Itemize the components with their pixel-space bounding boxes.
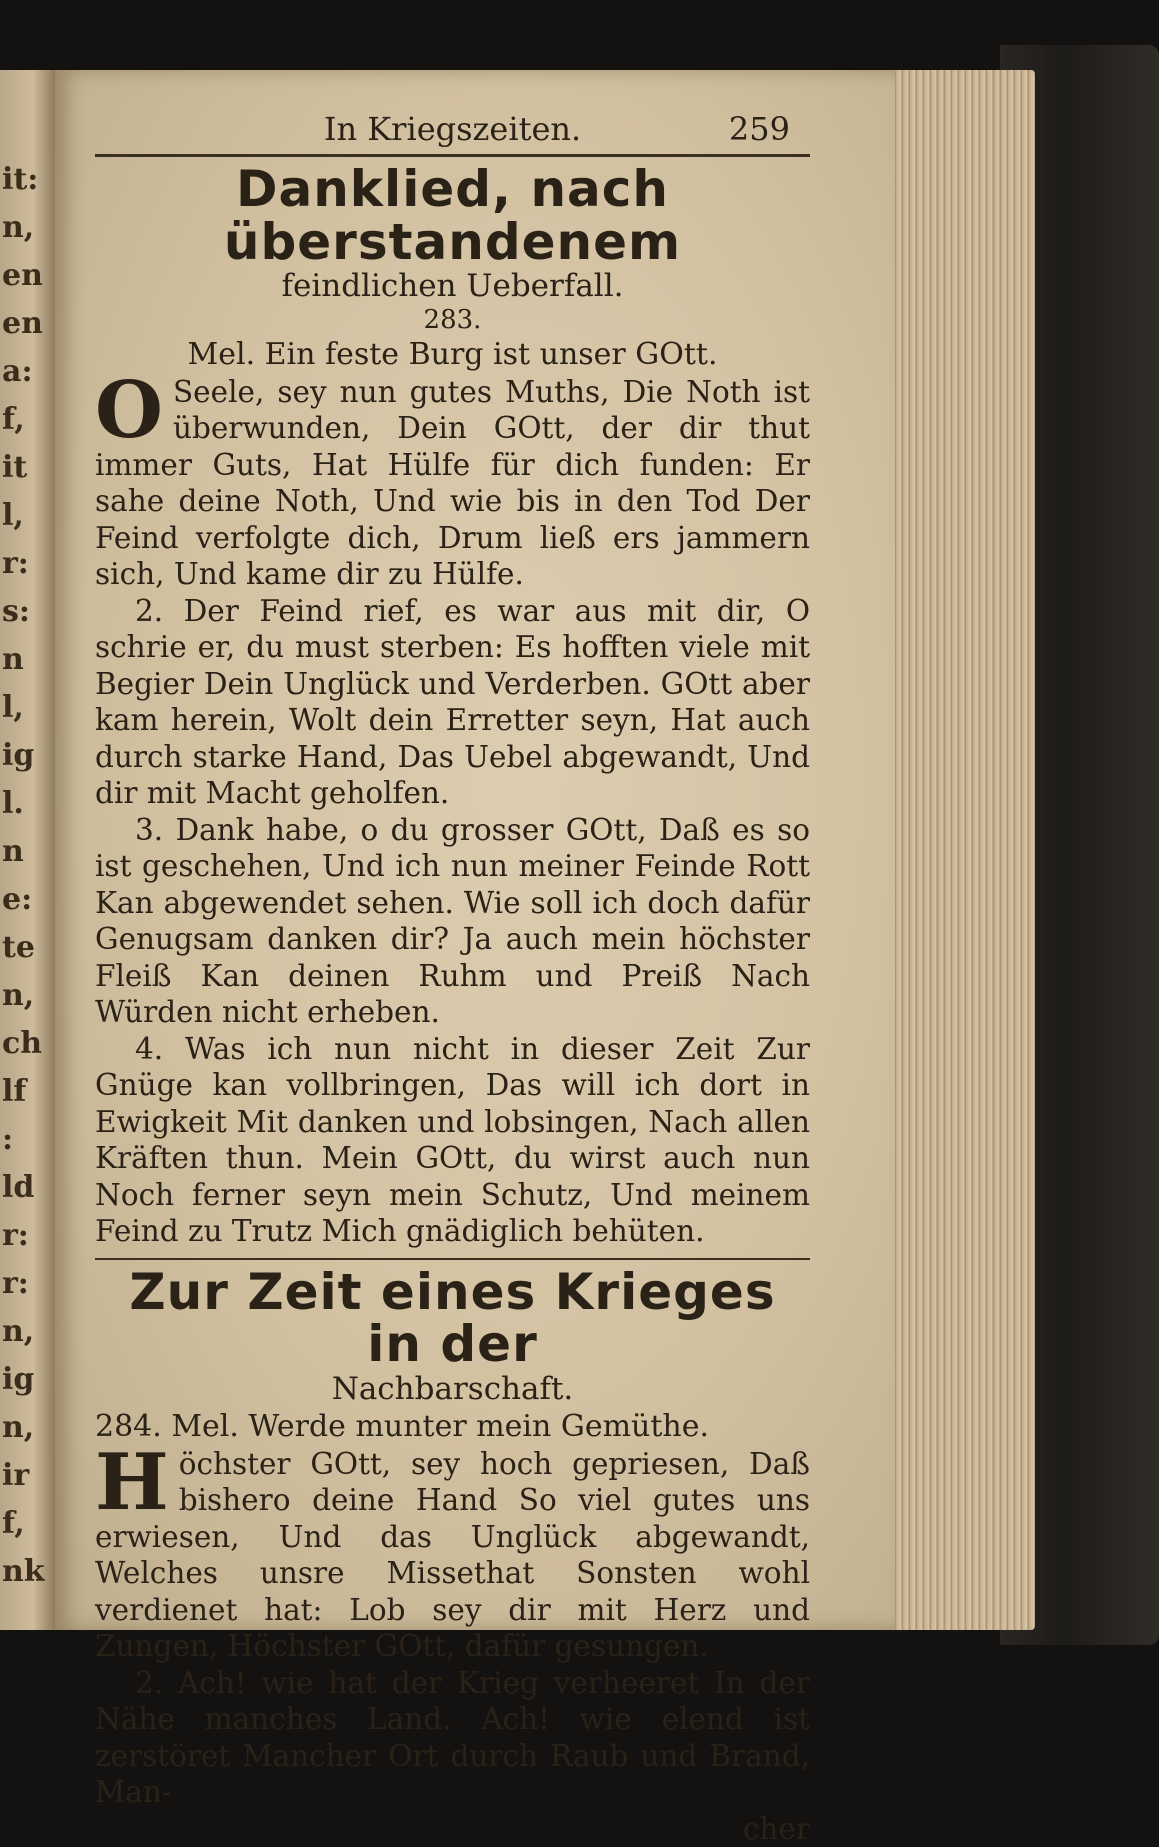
hymn-number: 283. — [423, 305, 482, 336]
hymn-title: Zur Zeit eines Krieges in der — [129, 1262, 776, 1374]
left-page-fragment: ld — [2, 1170, 35, 1205]
section-divider — [95, 1258, 810, 1260]
left-page-fragment: n, — [2, 210, 35, 245]
drop-cap: O — [95, 364, 163, 456]
left-page-fragment: r: — [2, 546, 29, 581]
left-page-fragment: n, — [2, 978, 35, 1013]
stanza-2: 2. Ach! wie hat der Krieg verheeret In der Nähe manches Land. Ach! wie elend ist zerstöret Mancher Ort durch Raub und Brand, Man- — [95, 1665, 810, 1810]
page-text — [95, 110, 810, 1847]
page-stack-edge — [890, 70, 1035, 1630]
stanza-2: 2. Der Feind rief, es war aus mit dir, O schrie er, du must sterben: Es hofften viele mit Begier Dein Unglück und Verderben. GOtt aber kam herein, Wolt dein Erretter seyn, Hat auch durch starke Hand, Das Uebel abgewandt, Und dir mit Macht geholfen. — [95, 593, 810, 811]
left-page-fragment: ch — [2, 1026, 43, 1061]
catchword: cher — [742, 1811, 810, 1846]
left-page-fragment: ir — [2, 1458, 30, 1493]
hymn-subtitle: feindlichen Ueberfall. — [281, 268, 624, 304]
stanza-text: Seele, sey nun gutes Muths, Die Noth ist überwunden, Dein GOtt, der dir thut immer Guts, Hat Hülfe für dich funden: Er sahe deine Noth, Und wie bis in den Tod Der Feind verfolgte dich, Drum ließ ers jammern sich, Und kame dir zu Hülfe. — [95, 374, 810, 592]
left-page-fragment: it: — [2, 162, 39, 197]
left-page-fragment: nk — [2, 1554, 45, 1589]
hymn-283 — [95, 160, 810, 1250]
left-page-fragment: l, — [2, 690, 24, 725]
left-page-fragment: it — [2, 450, 28, 485]
running-head — [95, 110, 810, 157]
left-page-edge — [0, 70, 55, 1630]
stanza-3: 3. Dank habe, o du grosser GOtt, Daß es so ist geschehen, Und ich nun meiner Feinde Rott Kan abgewendet sehen. Wie soll ich doch dafür Genugsam danken dir? Ja auch mein höchster Fleiß Kan deinen Ruhm und Preiß Nach Würden nicht erheben. — [95, 812, 810, 1030]
running-head-title: In Kriegszeiten. — [323, 110, 582, 148]
drop-cap: H — [95, 1436, 169, 1528]
book-page — [55, 70, 895, 1846]
left-page-fragment: ig — [2, 738, 35, 773]
hymn-subtitle: Nachbarschaft. — [331, 1370, 574, 1407]
left-page-fragment: e: — [2, 882, 33, 917]
left-page-fragment: f, — [2, 402, 25, 437]
left-page-fragment: a: — [2, 354, 33, 389]
left-page-fragment: en — [2, 306, 43, 341]
stanza-4: 4. Was ich nun nicht in dieser Zeit Zur Gnüge kan vollbringen, Das will ich dort in Ewigkeit Mit danken und lobsingen, Nach allen Kräften thun. Mein GOtt, du wirst auch nun Noch ferner seyn mein Schutz, Und meinem Feind zu Trutz Mich gnädiglich behüten. — [95, 1031, 810, 1249]
left-page-fragment: n — [2, 642, 24, 677]
hymn-284 — [95, 1262, 810, 1847]
left-page-fragment: n, — [2, 1314, 35, 1349]
melody-line: 284. Mel. Werde munter mein Gemüthe. — [95, 1409, 710, 1445]
stanza-text: öchster GOtt, sey hoch gepriesen, Daß bishero deine Hand So viel gutes uns erwiesen, Und das Unglück abgewandt, Welches unsre Missethat Sonsten wohl verdienet hat: Lob sey dir mit Herz und Zungen, Höchster GOtt, dafür gesungen. — [95, 1446, 810, 1664]
hymn-title: Danklied, nach überstandenem — [223, 160, 682, 271]
left-page-fragment: : — [2, 1122, 14, 1157]
left-page-fragment: lf — [2, 1074, 27, 1109]
stanza-1 — [95, 1436, 810, 1665]
left-page-fragment: r: — [2, 1218, 29, 1253]
left-page-fragment: l, — [2, 498, 24, 533]
left-page-fragment: te — [2, 930, 35, 965]
left-page-fragment: n, — [2, 1410, 35, 1445]
left-page-fragment: s: — [2, 594, 30, 629]
left-page-fragment: l. — [2, 786, 24, 821]
left-page-fragment: r: — [2, 1266, 29, 1301]
stanza-1 — [95, 364, 810, 593]
left-page-fragment: ig — [2, 1362, 35, 1397]
left-page-fragment: f, — [2, 1506, 25, 1541]
left-page-fragment: en — [2, 258, 43, 293]
page-number: 259 — [728, 110, 790, 148]
left-page-fragment: n — [2, 834, 24, 869]
melody-line: Mel. Ein feste Burg ist unser GOtt. — [187, 337, 718, 373]
